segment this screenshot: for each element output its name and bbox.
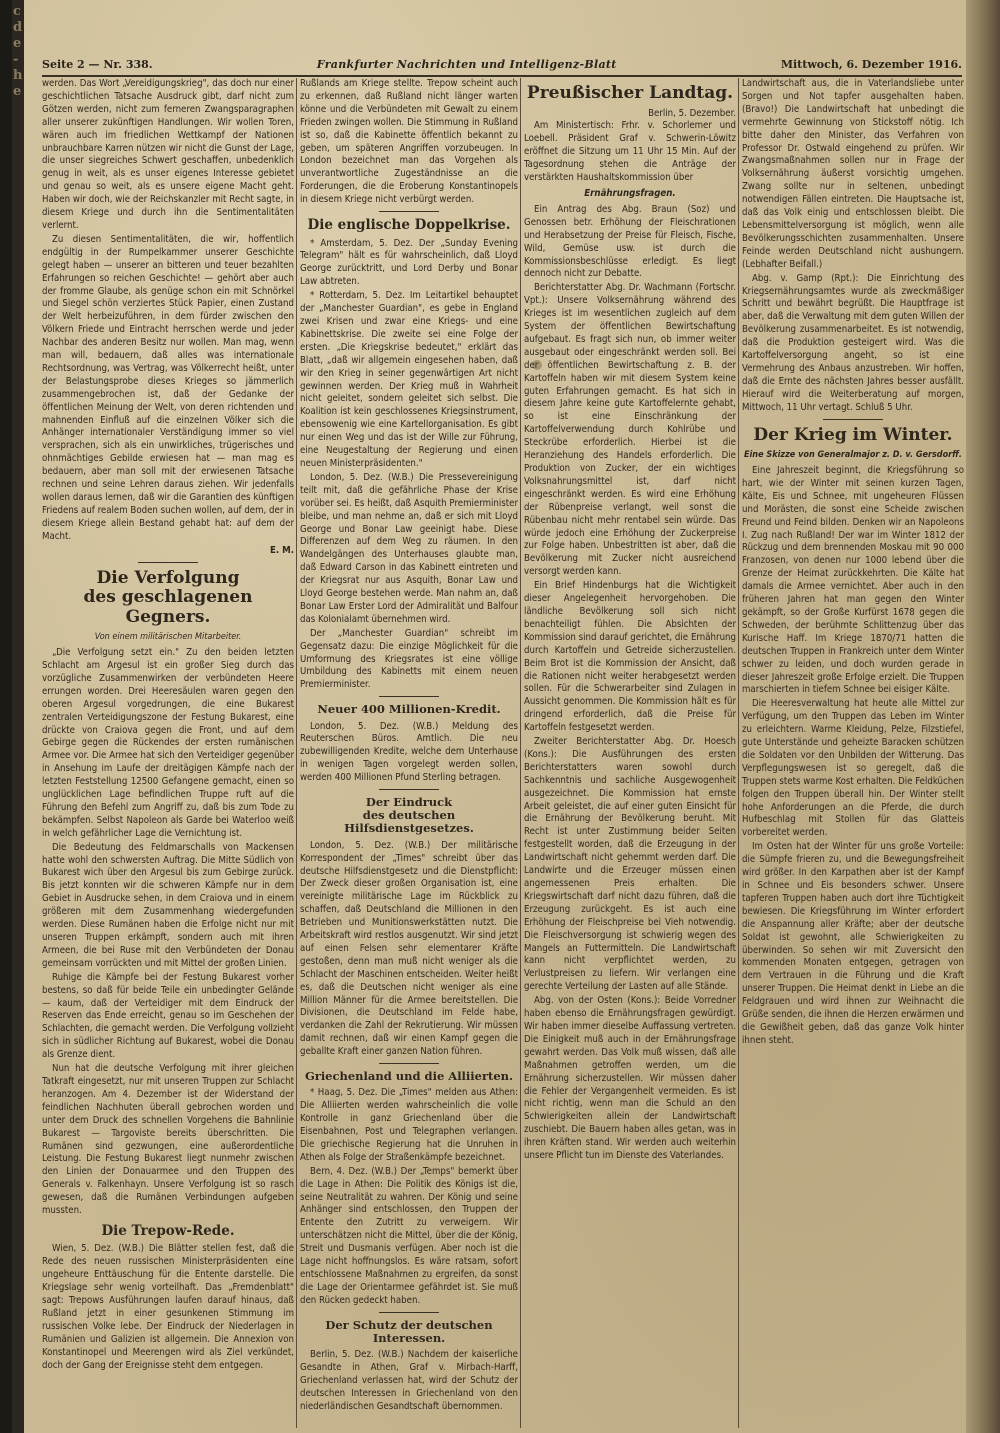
article-text: Landwirtschaft aus, die in Vaterlandsliebe unter Sorgen und Not tapfer ausgehalten haben. (Bravo!) Die Landwirtschaft hat unbedingt die vermehrte Gewinnung von Stickstoff nötig. Ich bitte daher den Minister, das Verfahren von Professor Dr. Ostwald eingehend zu prüfen. Wir Zwangsmaßnahmen sollen nur in Frage der Volksernährung äußerst vorsichtig umgehen. Zwang sollte nur in seltenen, unbedingt notwendigen Fällen eintreten. Die Hauptsache ist, daß das Volk einig und entschlossen bleibt. Die Lebensmittelversorgung ist möglich, wenn alle Bevölkerungsschichten zusammenhalten. Unsere Feinde werden Deutschland nicht aushungern. (Lebhafter Beifall.) xyxy=(742,78,964,270)
article-text: Am Ministertisch: Frhr. v. Schorlemer und Loebell. Präsident Graf v. Schwerin-Löwitz eröffnet die Sitzung um 11 Uhr 15 Min. Auf der Tagesordnung stehen die Anträge der verstärkten Haushaltskommission über xyxy=(524,120,736,184)
column-2 xyxy=(300,78,518,1428)
article-text: Zu diesen Sentimentalitäten, die wir, hoffentlich endgültig in der Rumpelkammer unserer Geschichte gelegt haben — unserer an bitteren und teuer bezahlten Erfahrungen so reichen Geschichte! — gehört aber auch der fromme Glaube, als genüge schon ein mit Schnörkel und Siegel schön verziertes Stück Papier, einen Zustand der Welt herbeizuführen, in dem fürder zwischen den Völkern Friede und Eintracht herrschen werde und jeder Nachbar des anderen Besitz nur wollen. Man mag, wenn man will, bedauern, daß alles was internationale Rechtsordnung, was Vertrag, was Völkerrecht heißt, unter der Belastungsprobe dieses Krieges so jämmerlich zusammengebrochen ist, daß der Gedanke der öffentlichen Meinung der Welt, von deren richtenden und mahnenden Einfluß auf die einzelnen Völker sich die Anhänger internationaler Verständigung immer so viel versprachen, sich als ein unwirkliches, trügerisches und ohnmächtiges Gebilde erwiesen hat — man mag es bedauern, aber man soll mit der erwiesenen Tatsache rechnen und seine Lehren daraus ziehen. Wir jedenfalls wollen daraus lernen, daß wir die Garantien des künftigen Friedens auf realem Boden suchen wollen, auf dem, der in diesem Kriege allein Bestand gehabt hat: auf dem der Macht. xyxy=(42,233,294,542)
separator xyxy=(379,1312,439,1313)
article-text: Nun hat die deutsche Verfolgung mit ihrer gleichen Tatkraft eingesetzt, nur mit unseren Truppen zur Schlacht heranzogen. Am 4. Dezember ist der Widerstand der feindlichen Nachhuten überall gebrochen worden und unter dem Druck des schnellen Vorgehens die Bahnlinie Bukarest — Targoviste bereits überschritten. Die Rumänen sind gezwungen, eine außerordentliche Leistung. Die Festung Bukarest liegt nunmehr zwischen den Linien der Donauarmee und den Truppen des Generals v. Falkenhayn. Unsere Verfolgung ist so rasch gewesen, daß die Rumänen Verbindungen aufgeben mussten. xyxy=(42,1063,294,1217)
article-text: „Die Verfolgung setzt ein." Zu den beiden letzten Schlacht am Argesul ist ein großer Sieg durch das vorzügliche Zusammenwirken der verbündeten Heere errungen worden. Drei Heeresäulen waren gegen den oberen Argesul vorgedrungen, die eine Bukarest zentralen Verteidigungszone der Festung Bukarest, eine drückte von Craiova gegen die Front, und auf dem Gebirge gegen die Rückendes der ersten rumänischen Armee vor. Die Armee hat sich den Verteidiger gegenüber in Ansehung im Laufe der dreitägigen Kämpfe nach der letzten Feststellung 12500 Gefangene gemacht, einen so unglücklichen Lage befindlichen Truppe ruft auf die Führung den Befehl zum Angriff zu, daß bis zum Tode zu bekämpfen. Selbst Napoleon als Garde bei Waterloo weiß in welch gefährlicher Lage die Vernichtung ist. xyxy=(42,647,294,839)
headline-verfolgung xyxy=(42,569,294,628)
issue-date: Mittwoch, 6. Dezember 1916. xyxy=(780,57,962,71)
column-divider xyxy=(738,78,739,1428)
separator xyxy=(823,419,883,420)
article-text: Ein Antrag des Abg. Braun (Soz) und Genossen betr. Erhöhung der Fleischrationen und Herabsetzung der Preise für Fleisch, Fische, Wild, Gemüse usw. ist durch die Kommissionsbeschlüsse erledigt. Es liegt dennoch nicht zur Debatte. xyxy=(524,203,736,280)
article-text: Wien, 5. Dez. (W.B.) Die Blätter stellen fest, daß die Rede des neuen russischen Ministerpräsidenten eine ungeheure Enttäuschung für die Entente darstelle. Die Kriegslage sehr wenig vorteilhaft. Das „Fremdenblatt" sagt: Trepows Ausführungen laufen darauf hinaus, daß Rußland jetzt in einer gesunkenen Stimmung im russischen Volke lebe. Der Eindruck der Niederlagen in Rumänien und Galizien ist allgemein. Die Annexion von Konstantinopel und Meerengen wird als Ziel verkündet, doch der Gang der Ereignisse steht dem entgegen. xyxy=(42,1243,294,1371)
article-text: * Amsterdam, 5. Dez. Der „Sunday Evening Telegram" hält es für wahrscheinlich, daß Lloyd George zurücktritt, und Lord Derby und Bonar Law abtreten. xyxy=(300,237,518,288)
article-text: werden. Das Wort „Vereidigungskrieg", das doch nur einer geschichtlichen Tatsache Ausdruck gibt, darf nicht zum Götzen werden, nicht zum ferneren Zwangsparagraphen aller unserer zukünftigen Handlungen. Wir wollen Toren, wären auch im friedlichen Wettkampf der Nationen unbrauchbare Karren nützen wir nicht die Gunst der Lage, die unser siegreiches Schwert geschaffen, unbedenklich genug in weit, als es unser eigenes Interesse gebietet und genau so weit, als es unsere eigene Macht geht. Haben wir doch, wie der Reichskanzler mit Recht sagte, in diesem Kriege und durch ihn die Sentimentalitäten verlernt. xyxy=(42,78,294,231)
headline-doppelkrise: Die englische Doppelkrise. xyxy=(307,217,511,234)
adjacent-page-edge xyxy=(12,0,24,1433)
separator xyxy=(379,211,439,212)
separator xyxy=(138,562,198,563)
article-text: * Rotterdam, 5. Dez. Im Leitartikel behauptet der „Manchester Guardian", es gebe in England zwei Krisen und zwar eine Kriegs- und eine Kabinettskrise. Die zweite sei eine Folge der ersten. „Die Kriegskrise bedeutet," erklärt das Blatt, „daß wir allgemein eingesehen haben, daß wir den Krieg in seiner gegenwärtigen Art nicht gewinnen werden. Der Krieg muß in Wahrheit nicht geleitet, sondern geleitet sich selbst. Die Koalition ist kein geschlossenes Kriegsinstrument, ebensowenig wie eine Kartellorganisation. Es gibt nur einen Weg und das ist der Wille zur Führung, eine Neugestaltung der Regierung und einen neuen Ministerpräsidenten." xyxy=(300,290,518,469)
headline-trepow: Die Trepow-Rede. xyxy=(101,1222,235,1239)
page-binding-shadow xyxy=(966,0,1000,1433)
separator xyxy=(379,789,439,790)
article-text: Ein Brief Hindenburgs hat die Wichtigkeit dieser Angelegenheit hervorgehoben. Die ländliche Bevölkerung soll sich nicht benachteiligt fühlen. Die Absichten der Kommission sind darauf gerichtet, die Ernährung durch Kartoffeln und Getreide sicherzustellen. Beim Brot ist die Kommission der Ansicht, daß die Rationen nicht weiter herabgesetzt werden sollen. Für die Schwerarbeiter sind Zulagen in Aussicht genommen. Die Kommission hält es für dringend erforderlich, daß die Preise für Kartoffeln festgesetzt werden. xyxy=(524,580,736,734)
article-text: Rußlands am Kriege stellte. Trepow scheint auch zu erkennen, daß Rußland nicht länger warten könne und die Verbündeten mit Gewalt zu einem Frieden zwingen wollen. Die Stimmung in Rußland ist so, daß die Kabinette öffentlich bekannt zu geben, um späteren Angriffen vorzubeugen. In London bezeichnet man das Vorgehen als unverantwortliche Zugeständnisse an die Forderungen, die die Eroberung Konstantinopels in diesem Kriege nicht verbürgt werden. xyxy=(300,78,518,206)
column-divider xyxy=(296,78,297,1428)
headline-schutz: Der Schutz der deutschen Interessen. xyxy=(325,1317,493,1345)
article-text: London, 5. Dez. (W.B.) Meldung des Reuterschen Büros. Amtlich. Die neu zubewilligenden Kredite, welche dem Unterhause in wenigen Tagen vorgelegt werden sollen, werden 400 Millionen Pfund Sterling betragen. xyxy=(300,720,518,784)
article-text: Zweiter Berichterstatter Abg. Dr. Hoesch (Kons.): Die Ausführungen des ersten Berichterstatters waren sowohl durch Sachkenntnis und sachliche Ausgewogenheit ausgezeichnet. Die Kommission hat ernste Arbeit geleistet, die auf einer guten Einsicht für die Ernährung der Bevölkerung beruht. Mit Recht ist unter Zustimmung beider Seiten festgestellt worden, daß die Erzeugung in der Landwirtschaft nicht gehemmt werden darf. Die Landwirte und die Erzeuger müssen einen angemessenen Preis erhalten. Die Kriegswirtschaft darf nicht dazu führen, daß die Erzeugung zurückgeht. Es ist auch eine Erhöhung der Fleischpreise bei Vieh notwendig. Die Fleischversorgung ist schwierig wegen des Mangels an Futtermitteln. Die Landwirtschaft kann nicht verpflichtet werden, zu Verlustpreisen zu liefern. Wir verlangen eine gerechte Verteilung der Lasten auf alle Stände. xyxy=(524,736,736,993)
headline-krieg-winter: Der Krieg im Winter. xyxy=(753,424,953,445)
byline: Von einem militärischen Mitarbeiter. xyxy=(94,632,242,643)
column-divider xyxy=(520,78,521,1428)
page-header xyxy=(42,56,962,72)
section-label: Ernährungsfragen. xyxy=(584,187,676,199)
headline-line: des geschlagenen Gegners. xyxy=(83,587,253,627)
article-text: Bern, 4. Dez. (W.B.) Der „Temps" bemerkt über die Lage in Athen: Die Politik des Königs ist die, seine Neutralität zu wahren. Der König und seine Anhänger sind entschlossen, den Truppen der Entente den Zutritt zu verweigern. Wir unterschätzen nicht die Mittel, über die der König, Streit und Dusmanis verfügen. Aber noch ist die Lage nicht hoffnungslos. Es wäre ratsam, sofort entschlossene Maßnahmen zu ergreifen, da sonst die Lage der Orientarmee gefährdet ist. Sie muß den Rücken gedeckt haben. xyxy=(300,1165,518,1306)
article-text: * Haag, 5. Dez. Die „Times" melden aus Athen: Die Alliierten werden wahrscheinlich die volle Kontrolle in ganz Griechenland über die Eisenbahnen, Post und Telegraphen verlangen. Die griechische Regierung hat die Unruhen in Athen als Folge der Straßenkämpfe bezeichnet. xyxy=(300,1087,518,1163)
article-text: Die Heeresverwaltung hat heute alle Mittel zur Verfügung, um den Truppen das Leben im Winter zu erleichtern. Warme Kleidung, Pelze, Filzstiefel, gute Unterstände und geheizte Baracken schützen die Soldaten vor den Unbilden der Witterung. Das Verpflegungswesen ist so geregelt, daß die Truppen stets warme Kost erhalten. Die Feldküchen folgen den Truppen überall hin. Der Winter stellt hohe Anforderungen an die Pferde, die durch Hufbeschlag mit Stollen für das Glatteis vorbereitet werden. xyxy=(742,698,964,839)
article-text: London, 5. Dez. (W.B.) Die Pressevereinigung teilt mit, daß die gefährliche Phase der Krise vorüber sei. Es heißt, daß Asquith Premierminister bleibe, und man nehme an, daß er sich mit Lloyd George und Bonar Law geeinigt habe. Diese Differenzen auf dem Weg zu räumen. In den Wandelgängen des Unterhauses glaubte man, daß Edward Carson in das Kabinett eintreten und der Kriegsrat nur aus Asquith, Bonar Law und Lloyd George bestehen werde. Man nahm an, daß Bonar Law Erster Lord der Admiralität und Balfour das Kolonialamt übernehmen wird. xyxy=(300,471,518,625)
header-rule xyxy=(42,75,962,77)
column-3 xyxy=(524,78,736,1428)
article-text: Der „Manchester Guardian" schreibt im Gegensatz dazu: Die einzige Möglichkeit für die Umformung des Kriegsrates ist eine völlige Umbildung des Kabinetts mit einem neuen Premierminister. xyxy=(300,627,518,691)
article-text: Die Bedeutung des Feldmarschalls von Mackensen hatte wohl den schwersten Auftrag. Die Mitte Südlich von Bukarest wich über den Argesul bis zum Gebirge zurück. Bis jetzt konnten wir die schweren Kämpfe nur in dem Gebiet in Ausdrucke sehen, in dem Craiova und in einem größeren mit dem Zusammenhang wiedergefunden werden. Diese Rumänen haben die Erfolge nicht nur mit unseren Truppen erkämpft, sondern auch mit ihren Armeen, die bei Ruse mit den Verbündeten der Donau gemeinsam vorrückten und mit Mittel der großen Linien. xyxy=(42,841,294,969)
separator xyxy=(379,696,439,697)
page-number: Seite 2 — Nr. 338. xyxy=(42,57,153,71)
article-text: Abg. von der Osten (Kons.): Beide Vorredner haben ebenso die Ernährungsfragen gewürdigt. Wir haben immer dieselbe Auffassung vertreten. Die Einigkeit muß auch in der Ernährungsfrage gewahrt werden. Das Volk muß wissen, daß alle Maßnahmen getroffen werden, um die Ernährung sicherzustellen. Wir müssen daher die Fehler der Vergangenheit vermeiden. Es ist nicht richtig, wenn man die Schuld an den Schwierigkeiten allein der Landwirtschaft zuschiebt. Die Bauern haben alles getan, was in ihren Kräften stand. Wir werden auch weiterhin unsere Pflicht tun im Dienste des Vaterlandes. xyxy=(524,995,736,1162)
newspaper-page xyxy=(12,0,1000,1433)
headline-landtag: Preußischer Landtag. xyxy=(526,83,734,103)
newspaper-title: Frankfurter Nachrichten und Intelligenz-Blatt xyxy=(316,57,617,71)
headline-line: des deutschen Hilfsdienstgesetzes. xyxy=(344,808,474,836)
headline-line: Die Verfolgung xyxy=(96,567,240,588)
paper-stain xyxy=(532,360,542,370)
edge-fragment: c d e - h e xyxy=(13,4,23,99)
separator xyxy=(379,1063,439,1064)
column-4 xyxy=(742,78,964,1428)
byline: Eine Skizze von Generalmajor z. D. v. Gersdorff. xyxy=(744,450,962,461)
article-text: London, 5. Dez. (W.B.) Der militärische Korrespondent der „Times" schreibt über das deutsche Hilfsdienstgesetz und die Dienstpflicht: Der Zweck dieser großen Organisation ist, eine vereinigte militärische Lage im Rückblick zu schaffen, daß Deutschland die Millionen in den Betrieben und Munitionswerkstätten nutzt. Die Arbeitskraft wird restlos ausgenutzt. Wir sind jetzt auf einen Felsen sehr elementarer Kräfte gestoßen, denn man muß nicht weniger als die Schlacht der Maschinen entscheiden. Weiter heißt es, daß die Deutschen nicht weniger als eine Million Männer für die Armee bereitstellen. Die Divisionen, die Deutschland im Felde habe, verdanken die Zahl der Rekrutierung. Wir müssen damit rechnen, daß wir einen Kampf gegen die geballte Kraft einer ganzen Nation führen. xyxy=(300,839,518,1058)
signature: E. M. xyxy=(269,544,294,556)
article-text: Eine Jahreszeit beginnt, die Kriegsführung so hart, wie der Winter mit seinen kurzen Tagen, Kälte, Eis und Schnee, mit ungeheuren Flüssen und Morästen, die sonst eine Scheide zwischen Freund und Feind bilden. Denken wir an Napoleons I. Zug nach Rußland! Der war im Winter 1812 der Rückzug und dem brennenden Moskau mit 90 000 Franzosen, von denen nur 1000 lebend über die Grenze der Heimat zurückkehrten. Die Kälte hat damals die Armee vernichtet. Aber auch in den früheren Jahren hat man gegen den Winter gekämpft, so der Große Kurfürst 1678 gegen die Schweden, der berühmte Schlittenzug über das Kurische Haff. Im Kriege 1870/71 hatten die deutschen Truppen in Frankreich unter dem Winter schwer zu leiden, und doch wurden gerade in dieser Jahreszeit große Erfolge erzielt. Die Truppen marschierten in tiefem Schnee bei eisiger Kälte. xyxy=(742,465,964,696)
headline-griechenland: Griechenland und die Alliierten. xyxy=(304,1069,514,1084)
dateline: Berlin, 5. Dezember. xyxy=(648,107,736,119)
article-text: Berichterstatter Abg. Dr. Wachmann (Fortschr. Vpt.): Unsere Volksernährung während des Krieges ist im wesentlichen zugleich auf dem System der öffentlichen Bewirtschaftung aufgebaut. Es fragt sich nun, ob immer weiter ausgebaut oder eingeschränkt werden soll. Bei der öffentlichen Bewirtschaftung z. B. der Kartoffeln haben wir mit diesem System keine guten Erfahrungen gemacht. Es hat sich in diesem Jahre keine gute Kartoffelernte gehabt, so ist eine Einschränkung der Kartoffelverwendung durch Kohlrübe und Steckrübe erforderlich. Hierbei ist die Heranziehung des Handels erforderlich. Die Produktion von Zucker, der ein wichtiges Volksnahrungsmittel ist, darf nicht eingeschränkt werden. Es wird eine Erhöhung der Rübenpreise verlangt, weil sonst die Rübenbau nicht mehr rentabel sein würde. Das würde jedoch eine Erhöhung der Zuckerpreise zur Folge haben. Unbestritten ist aber, daß die Bevölkerung mit Zucker nicht ausreichend versorgt werden kann. xyxy=(524,282,736,578)
article-text: Ruhige die Kämpfe bei der Festung Bukarest vorher bestens, so daß für beide Teile ein unbedingter Gelände — kaum, daß der Verteidiger mit dem Eindruck der Reserven das Ende erreicht, genau so im Geschehen der Schlachten, die gemacht werden. Die Verfolgung vollzieht sich in südlicher Richtung auf Bukarest, wobei die Donau als Grenze dient. xyxy=(42,971,294,1061)
article-text: Im Osten hat der Winter für uns große Vorteile: die Sümpfe frieren zu, und die Bewegungsfreiheit wird größer. In den Karpathen aber ist der Kampf in Schnee und Eis besonders schwer. Unsere tapferen Truppen haben auch dort ihre Tüchtigkeit bewiesen. Die Kriegsführung im Winter erfordert die Anspannung aller Kräfte; aber der deutsche Soldat ist gewohnt, alle Schwierigkeiten zu überwinden. So sehen wir mit Zuversicht den kommenden Monaten entgegen, getragen von dem Vertrauen in die Führung und die Kraft unserer Truppen. Die Heimat denkt in Liebe an die Feldgrauen und wird ihnen zur Weihnacht die Grüße senden, die ihnen die Herzen erwärmen und die Gewißheit geben, daß das ganze Volk hinter ihnen steht. xyxy=(742,841,964,1046)
headline-kredit: Neuer 400 Millionen-Kredit. xyxy=(317,702,501,717)
article-text: Berlin, 5. Dez. (W.B.) Nachdem der kaiserliche Gesandte in Athen, Graf v. Mirbach-Harff, Griechenland verlassen hat, wird der Schutz der deutschen Interessen in Griechenland von den niederländischen Gesandtschaft übernommen. xyxy=(300,1349,518,1412)
headline-line: Der Eindruck xyxy=(365,795,453,810)
headline-eindruck xyxy=(300,796,518,836)
column-1 xyxy=(42,78,294,1428)
article-text: Abg. v. Gamp (Rpt.): Die Einrichtung des Kriegsernährungsamtes wurde als zweckmäßiger Schritt und bewährt begrüßt. Die Hauptfrage ist aber, daß die Verwaltung mit dem guten Willen der Bevölkerung zusammenarbeitet. Es ist notwendig, daß die Produktion gesteigert wird. Was die Kartoffelversorgung angeht, so ist eine Vermehrung des Anbaus anzustreben. Wir hoffen, daß die Ernte des nächsten Jahres besser ausfällt. Hierauf wird die Weiterberatung auf morgen, Mittwoch, 11 Uhr vertagt. Schluß 5 Uhr. xyxy=(742,272,964,413)
